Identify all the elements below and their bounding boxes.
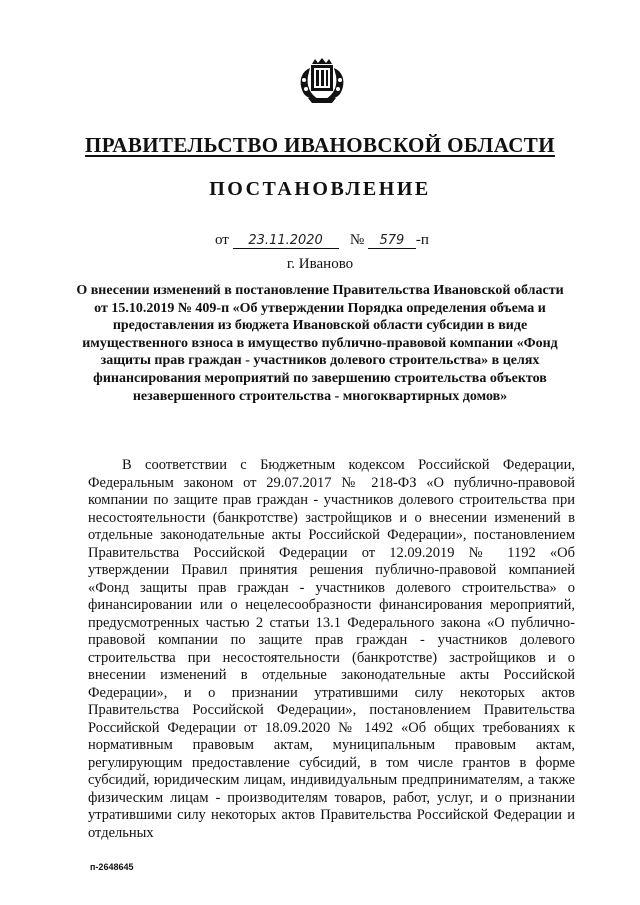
city: г. Иваново: [286, 256, 354, 272]
number-prefix: №: [349, 232, 365, 248]
date-number-line: [215, 232, 429, 249]
body-paragraph: В соответствии с Бюджетным кодексом Российской Федерации, Федеральным законом от 29.07.2017 № 218-ФЗ «О публично-правовой компании по защите прав граждан - участников долевого строительства при несостоятельности (банкротстве) застройщиков и о внесении изменений в отдельные законодательные акты Российской Федерации», постановлением Правительства Российской Федерации от 12.09.2019 № 1192 «Об утверждении Правил принятия решения публично-правовой компанией «Фонд защиты прав граждан - участников долевого строительства» о финансировании или о нецелесообразности финансирования мероприятий, предусмотренных частью 2 статьи 13.1 Федерального закона «О публично-правовой компании по защите прав граждан - участников долевого строительства при несостоятельности (банкротстве) застройщиков и о внесении изменений в отдельные законодательные акты Российской Федерации», и о признании утратившими силу некоторых актов Правительства Российской Федерации», постановлением Правительства Российской Федерации от 18.09.2020 № 1492 «Об общих требованиях к нормативным правовым актам, муниципальным правовым актам, регулирующим предоставление субсидий, в том числе грантов в форме субсидий, юридическим лицам, индивидуальным предпринимателям, а также физическим лицам - производителям товаров, работ, услуг, и о признании утратившими силу некоторых актов Правительства Российской Федерации и отдельных: [88, 457, 575, 841]
document-date: 23.11.2020: [233, 234, 339, 249]
document-type: ПОСТАНОВЛЕНИЕ: [209, 178, 431, 200]
date-prefix: от: [215, 232, 229, 248]
coat-of-arms-icon: [296, 58, 348, 104]
government-title: ПРАВИТЕЛЬСТВО ИВАНОВСКОЙ ОБЛАСТИ: [85, 133, 555, 157]
document-subject: О внесении изменений в постановление Правительства Ивановской области от 15.10.2019 № 409-п «Об утверждении Порядка определения объема и предоставления из бюджета Ивановской области субсидии в виде имущественного взноса в имущество публично-правовой компании «Фонд защиты прав граждан - участников долевого строительства» в целях финансирования мероприятий по завершению строительства объектов незавершенного строительства - многоквартирных домов»: [76, 283, 564, 404]
document-code: п-2648645: [90, 862, 134, 872]
number-suffix: -п: [415, 232, 429, 248]
document-number: 579: [368, 234, 416, 249]
